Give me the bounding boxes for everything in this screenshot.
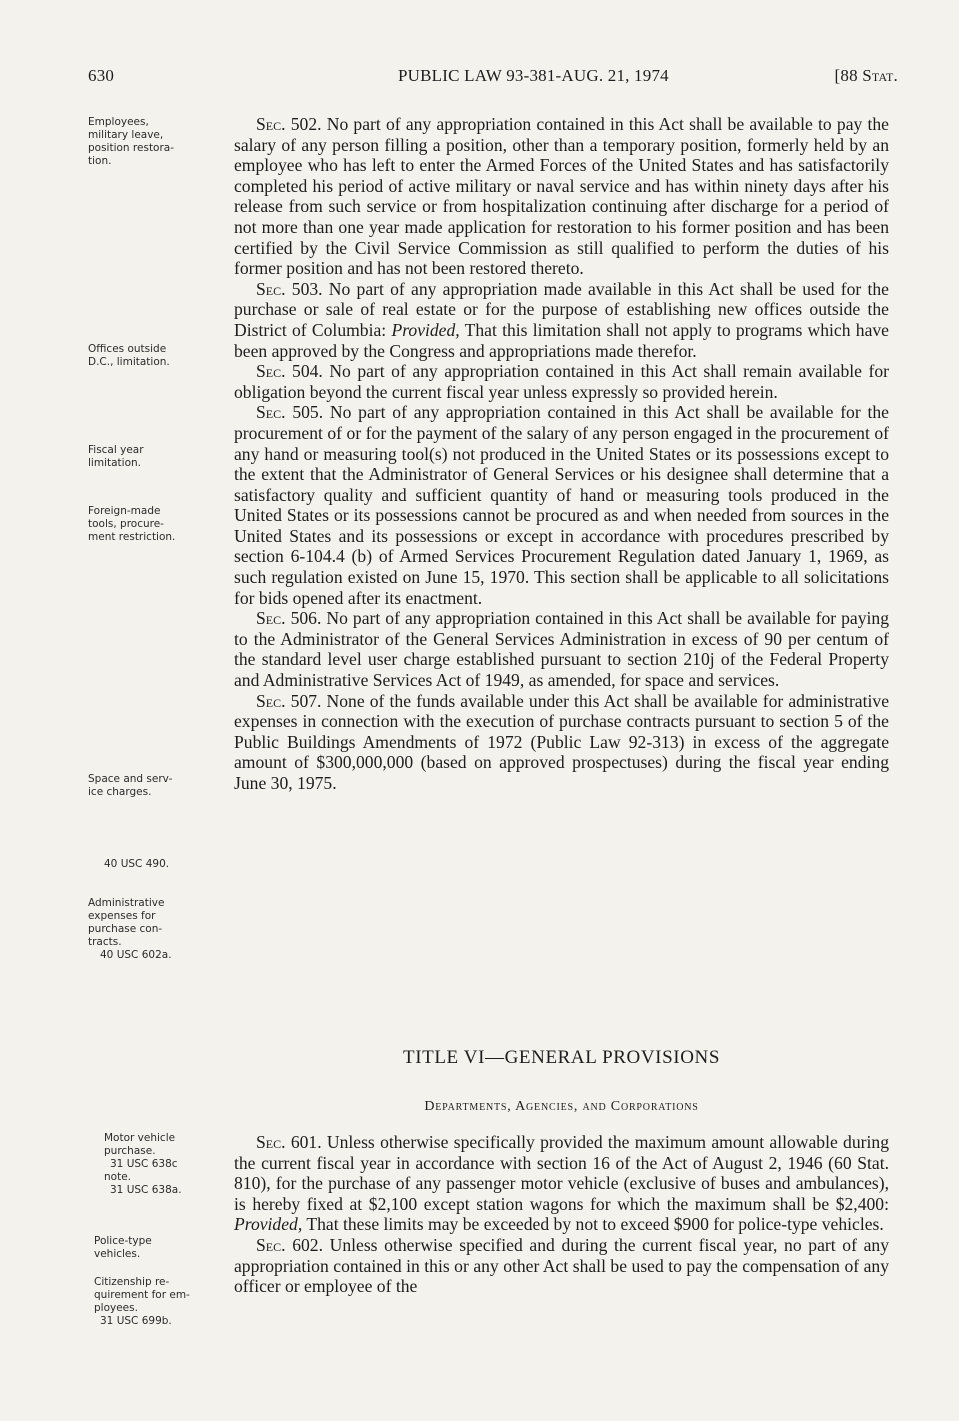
section-507 <box>234 691 889 794</box>
body-text-title-v <box>234 114 889 794</box>
margin-note-citizenship <box>94 1276 224 1328</box>
margin-note-space-charges <box>88 773 218 799</box>
volume-stat: Stat. <box>862 66 898 85</box>
section-505 <box>234 402 889 608</box>
body-text-title-vi <box>234 1132 889 1297</box>
section-label: Sec. <box>256 1234 286 1255</box>
section-label: Sec. <box>256 608 286 629</box>
volume-number: [88 <box>834 66 858 85</box>
section-503 <box>234 279 889 361</box>
margin-note-employees <box>88 116 218 168</box>
section-label: Sec. <box>256 690 286 711</box>
section-601 <box>234 1132 889 1235</box>
note-line: ployees. <box>94 1302 138 1314</box>
page-header <box>88 66 898 90</box>
note-line: D.C., limitation. <box>88 356 170 368</box>
volume-reference <box>835 66 898 86</box>
section-label: Sec. <box>256 278 286 299</box>
running-title: PUBLIC LAW 93-381-AUG. 21, 1974 <box>398 66 669 85</box>
section-number: 506. <box>290 608 322 629</box>
margin-note-police-vehicles <box>94 1235 224 1261</box>
note-line: 31 USC 638c <box>110 1158 178 1170</box>
section-proviso: Provided, <box>234 1214 303 1235</box>
note-line: 40 USC 490. <box>104 858 170 870</box>
section-number: 504. <box>292 361 323 382</box>
note-line: position restora- <box>88 142 175 154</box>
note-line: expenses for <box>88 910 156 922</box>
note-line: purchase. <box>104 1145 156 1157</box>
note-line: purchase con- <box>88 923 163 935</box>
page-number: 630 <box>88 66 115 85</box>
note-line: Administrative <box>88 897 165 909</box>
note-line: Police-type <box>94 1235 152 1247</box>
margin-note-40usc490 <box>104 858 234 871</box>
note-line: Citizenship re- <box>94 1276 170 1288</box>
section-502 <box>234 114 889 279</box>
section-602 <box>234 1235 889 1297</box>
margin-note-admin-expenses <box>88 897 218 962</box>
note-line: Employees, <box>88 116 149 128</box>
section-number: 503. <box>291 278 323 299</box>
note-line: tion. <box>88 155 112 167</box>
margin-note-motor-vehicle <box>104 1132 234 1197</box>
section-number: 602. <box>292 1234 323 1255</box>
section-text: No part of any appropriation made available in this Act shall be used for the purchase or sale of real estate or for the purpose of establishing new offices outside the District of Columbia: <box>234 278 889 340</box>
note-line: ment restriction. <box>88 531 176 543</box>
note-line: Offices outside <box>88 343 167 355</box>
section-text-continued: That this limitation shall not apply to programs which have been approved by the Congress and appropriations made therefor. <box>234 319 889 361</box>
section-label: Sec. <box>256 361 286 382</box>
note-line: 31 USC 699b. <box>100 1315 172 1327</box>
section-number: 505. <box>292 402 324 423</box>
section-text: No part of any appropriation contained in this Act shall remain available for obligation beyond the current fiscal year unless expressly so provided herein. <box>234 361 889 402</box>
note-line: 31 USC 638a. <box>110 1184 182 1196</box>
note-line: note. <box>104 1171 131 1183</box>
subheading-departments: Departments, Agencies, and Corporations <box>424 1099 699 1114</box>
note-line: limitation. <box>88 457 141 469</box>
section-text: Unless otherwise specified and during the current fiscal year, no part of any appropriation contained in this or any other Act shall be used to pay the compensation of any officer or employee of the <box>234 1234 889 1297</box>
section-number: 601. <box>290 1132 322 1152</box>
title-vi-heading: TITLE VI—GENERAL PROVISIONS <box>402 1047 721 1068</box>
section-text: No part of any appropriation contained in this Act shall be available for the procurement of or for the payment of the salary of any person engaged in the procurement of any hand or measuring tool(s) not produced in the United States or its possessions except to the extent that the Administrator of General Services or his designee shall determine that a satisfactory quality and sufficient quantity of hand or measuring tools produced in the United States or its possessions cannot be procured as and when needed from sources in the United States and its possessions or except in accordance with procedures prescribed by section 6-104.4 (b) of Armed Services Procurement Regulation dated January 1, 1969, as such regulation existed on June 15, 1970. This section shall be applicable to all solicitations for bids opened after its enactment. <box>234 402 889 608</box>
section-504 <box>234 361 889 402</box>
section-text: Unless otherwise specifically provided the maximum amount allowable during the current fiscal year in accordance with section 16 of the Act of August 2, 1946 (60 Stat. 810), for the purchase of any passenger motor vehicle (exclusive of buses and ambulances), is hereby fixed at $2,100 except station wagons for which the maximum shall be $2,400: <box>234 1132 889 1214</box>
section-number: 502. <box>290 114 322 134</box>
margin-note-fiscal-year <box>88 444 218 470</box>
note-line: ice charges. <box>88 786 152 798</box>
section-text: No part of any appropriation contained in this Act shall be available to pay the salary of any person filling a position, other than a temporary position, formerly held by an employee who has left to enter the Armed Forces of the United States and has satisfactorily completed his period of active military or naval service and has within ninety days after his release from such service or from hospitalization continuing after discharge for a period of not more than one year made application for restoration to his former position and has been certified by the Civil Service Commission as still qualified to perform the duties of his former position and has not been restored thereto. <box>234 114 889 279</box>
margin-note-offices <box>88 343 218 369</box>
note-line: Fiscal year <box>88 444 144 456</box>
section-label: Sec. <box>256 114 286 134</box>
section-text: None of the funds available under this Act shall be available for administrative expenses in connection with the execution of purchase contracts pursuant to section 5 of the Public Buildings Amendments of 1972 (Public Law 92-313) in excess of the aggregate amount of $300,000,000 (based on approved prospectuses) during the fiscal year ending June 30, 1975. <box>234 690 890 793</box>
note-line: 40 USC 602a. <box>100 949 172 961</box>
section-text: No part of any appropriation contained in this Act shall be available for paying to the Administrator of the General Services Administration in excess of 90 per centum of the standard level user charge established pursuant to section 210j of the Federal Property and Administrative Services Act of 1949, as amended, for space and services. <box>234 608 890 691</box>
section-text-continued: That these limits may be exceeded by not to exceed $900 for police-type vehicles. <box>306 1214 884 1235</box>
note-line: quirement for em- <box>94 1289 190 1301</box>
note-line: Space and serv- <box>88 773 173 785</box>
note-line: tracts. <box>88 936 122 948</box>
note-line: military leave, <box>88 129 164 141</box>
section-label: Sec. <box>256 402 286 423</box>
section-number: 507. <box>290 690 322 711</box>
note-line: tools, procure- <box>88 518 164 530</box>
margin-note-foreign-tools <box>88 505 218 544</box>
section-506 <box>234 608 889 690</box>
note-line: Motor vehicle <box>104 1132 176 1144</box>
note-line: Foreign-made <box>88 505 161 517</box>
section-label: Sec. <box>256 1132 286 1152</box>
section-proviso: Provided, <box>391 319 460 340</box>
note-line: vehicles. <box>94 1248 141 1260</box>
